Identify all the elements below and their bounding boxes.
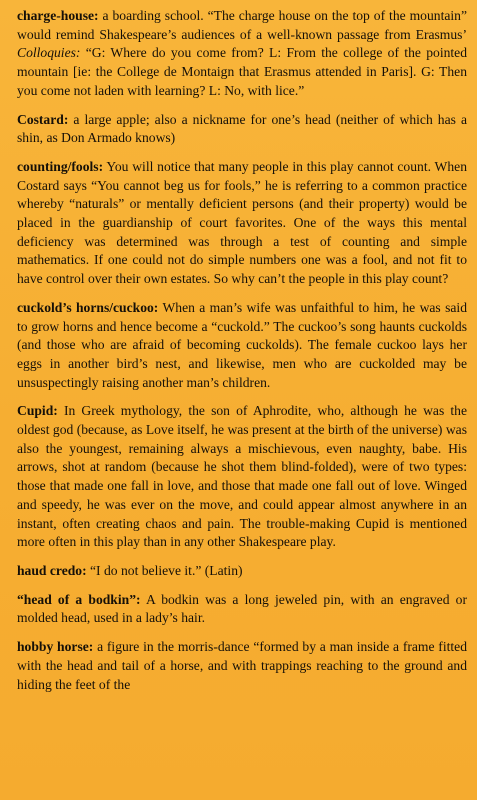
glossary-definition: You will notice that many people in this play cannot count. When Costard says “You cannot beg us for fools,” he is referring to a common practice whereby “naturals” or mentally deficient persons (and their property) would be placed in the guardianship of court favorites. One of the ways this mental deficiency was determined was through a test of counting and simple mathematics. If one could not do simple numbers one was a fool, and not fit to have control over their own estates. So why can’t the people in this play count?: [17, 158, 467, 287]
glossary-entry-haud-credo: [17, 562, 467, 581]
glossary-term: charge-house:: [17, 8, 99, 23]
glossary-entry-cuckolds-horns: [17, 299, 467, 393]
glossary-entry-counting-fools: [17, 158, 467, 289]
glossary-term: Costard:: [17, 111, 69, 127]
glossary-entry-hobby-horse: [17, 638, 467, 694]
glossary-term: Cupid:: [17, 403, 58, 419]
glossary-entry-head-of-a-bodkin: [17, 591, 467, 628]
glossary-entry-charge-house: [17, 7, 467, 101]
glossary-definition: In Greek mythology, the son of Aphrodite, who, although he was the oldest god (because, as Love itself, he was present at the birth of the universe) was also the youngest, remaining always a mischievous, even naughty, babe. His arrows, shot at random (because he shot them blind-folded), were of two types: those that made one fall in love, and those that made one fall out of love. Winged and speedy, he was ever on the move, and could appear almost anywhere in an instant, often creating chaos and pain. The trouble-making Cupid is mentioned more often in this play than in any other Shakespeare play.: [17, 403, 467, 550]
glossary-definition: a large apple; also a nickname for one’s head (neither of which has a shin, as Don Armado knows): [17, 111, 467, 146]
glossary-definition-continued: “G: Where do you come from? L: From the college of the pointed mountain [ie: the College de Montaign that Erasmus attended in Paris]. G: Then you come not laden with learning? L: No, with lice.”: [17, 45, 467, 98]
glossary-term: counting/fools:: [17, 158, 104, 174]
glossary-term: cuckold’s horns/cuckoo:: [17, 299, 159, 315]
glossary-term: haud credo:: [17, 562, 87, 578]
glossary-definition: a boarding school. “The charge house on the top of the mountain” would remind Shakespeare’s audiences of a well-known passage from Erasmus’: [17, 8, 467, 42]
book-title: Colloquies:: [17, 45, 81, 61]
glossary-entry-cupid: [17, 402, 467, 552]
glossary-definition: “I do not believe it.” (Latin): [86, 562, 243, 578]
glossary-entry-costard: [17, 111, 467, 148]
glossary-definition: When a man’s wife was unfaithful to him, he was said to grow horns and hence become a “cuckold.” The cuckoo’s song haunts cuckolds (and those who are afraid of becoming cuckolds). The female cuckoo lays her eggs in another bird’s nest, and likewise, men who are cuckolded may be unsuspectingly raising another man’s children.: [17, 299, 467, 390]
glossary-definition: A bodkin was a long jeweled pin, with an engraved or molded head, used in a lady’s hair.: [17, 591, 468, 626]
glossary-term: “head of a bodkin”:: [17, 591, 141, 607]
glossary-term: hobby horse:: [17, 639, 94, 655]
glossary-definition: a figure in the morris-dance “formed by a man inside a frame fitted with the head and tail of a horse, and with trappings reaching to the ground and hiding the feet of the: [17, 639, 467, 692]
